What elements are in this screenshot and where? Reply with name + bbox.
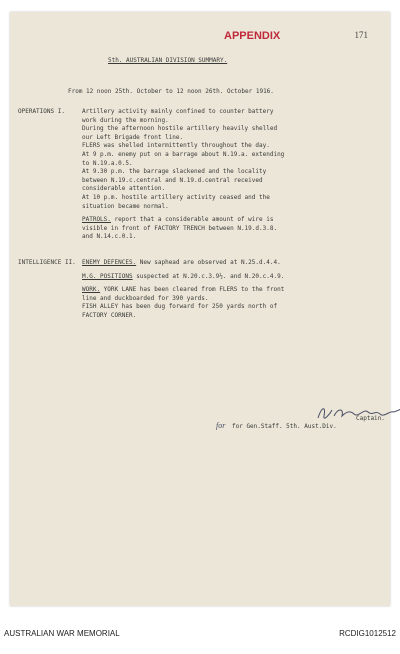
signatory-unit: for Gen.Staff. 5th. Aust.Div. (232, 423, 337, 430)
patrols-line: visible in front of FACTORY TRENCH between N.19.d.3.8. (82, 224, 278, 232)
operations-line: between N.19.c.central and N.19.d.central received (82, 176, 263, 184)
operations-line: considerable attention. (82, 185, 166, 193)
intelligence-heading: INTELLIGENCE II. (18, 259, 76, 266)
intelligence-section-text: YORK LANE has been cleared from FLERS to the front (100, 286, 285, 294)
patrols-line-text: report that a considerable amount of wire is (110, 216, 274, 224)
operations-line: our Left Brigade front line. (82, 133, 184, 141)
operations-heading: OPERATIONS I. (18, 108, 65, 115)
intelligence-line: FACTORY CORNER. (82, 312, 137, 319)
document-page (10, 12, 390, 606)
intelligence-section-label: ENEMY DEFENCES. (82, 259, 137, 266)
intelligence-section-label: WORK. (82, 286, 101, 294)
operations-line: work during the morning. (82, 116, 169, 124)
patrols-line-label: PATROLS. (82, 216, 111, 224)
operations-line: FLERS was shelled intermittently throughout the day. (82, 142, 270, 150)
operations-line: During the afternoon hostile artillery heavily shelled (82, 125, 278, 133)
operations-line: At 9.30 p.m. the barrage slackened and the locality (82, 168, 267, 176)
intelligence-section-text: suspected at N.20.c.3.9½. and N.20.c.4.9. (132, 272, 285, 280)
signatory-rank: Captain. (356, 415, 385, 422)
footer-institution: AUSTRALIAN WAR MEMORIAL (4, 629, 120, 638)
signature-for-mark: for (216, 421, 226, 430)
folio-number: 171 (354, 30, 368, 40)
patrols-line (82, 217, 273, 223)
intelligence-section (82, 274, 284, 280)
intelligence-line: line and duckboarded for 390 yards. (82, 294, 209, 302)
patrols-line: and N.14.c.0.1. (82, 233, 137, 241)
operations-line: Artillery activity mainly confined to counter battery (82, 108, 274, 115)
document-title: 5th. AUSTRALIAN DIVISION SUMMARY. (108, 57, 228, 64)
intelligence-section (82, 287, 284, 293)
intelligence-line: FISH ALLEY has been dug forward for 250 yards north of (82, 303, 278, 311)
operations-line: situation became normal. (82, 202, 169, 210)
operations-line: At 10 p.m. hostile artillery activity ceased and the (82, 194, 270, 201)
operations-line: to N.19.a.0.5. (82, 159, 133, 167)
operations-line: At 9 p.m. enemy put on a barrage about N.19.a. extending (82, 151, 285, 158)
footer-reference: RCDIG1012512 (339, 629, 396, 638)
appendix-stamp: APPENDIX (224, 30, 281, 42)
report-period: From 12 noon 25th. October to 12 noon 26th. October 1916. (68, 88, 274, 95)
intelligence-section-text: New saphead are observed at N.25.d.4.4. (136, 259, 281, 266)
intelligence-section (82, 260, 281, 266)
intelligence-section-label: M.G. POSITIONS (82, 272, 133, 280)
